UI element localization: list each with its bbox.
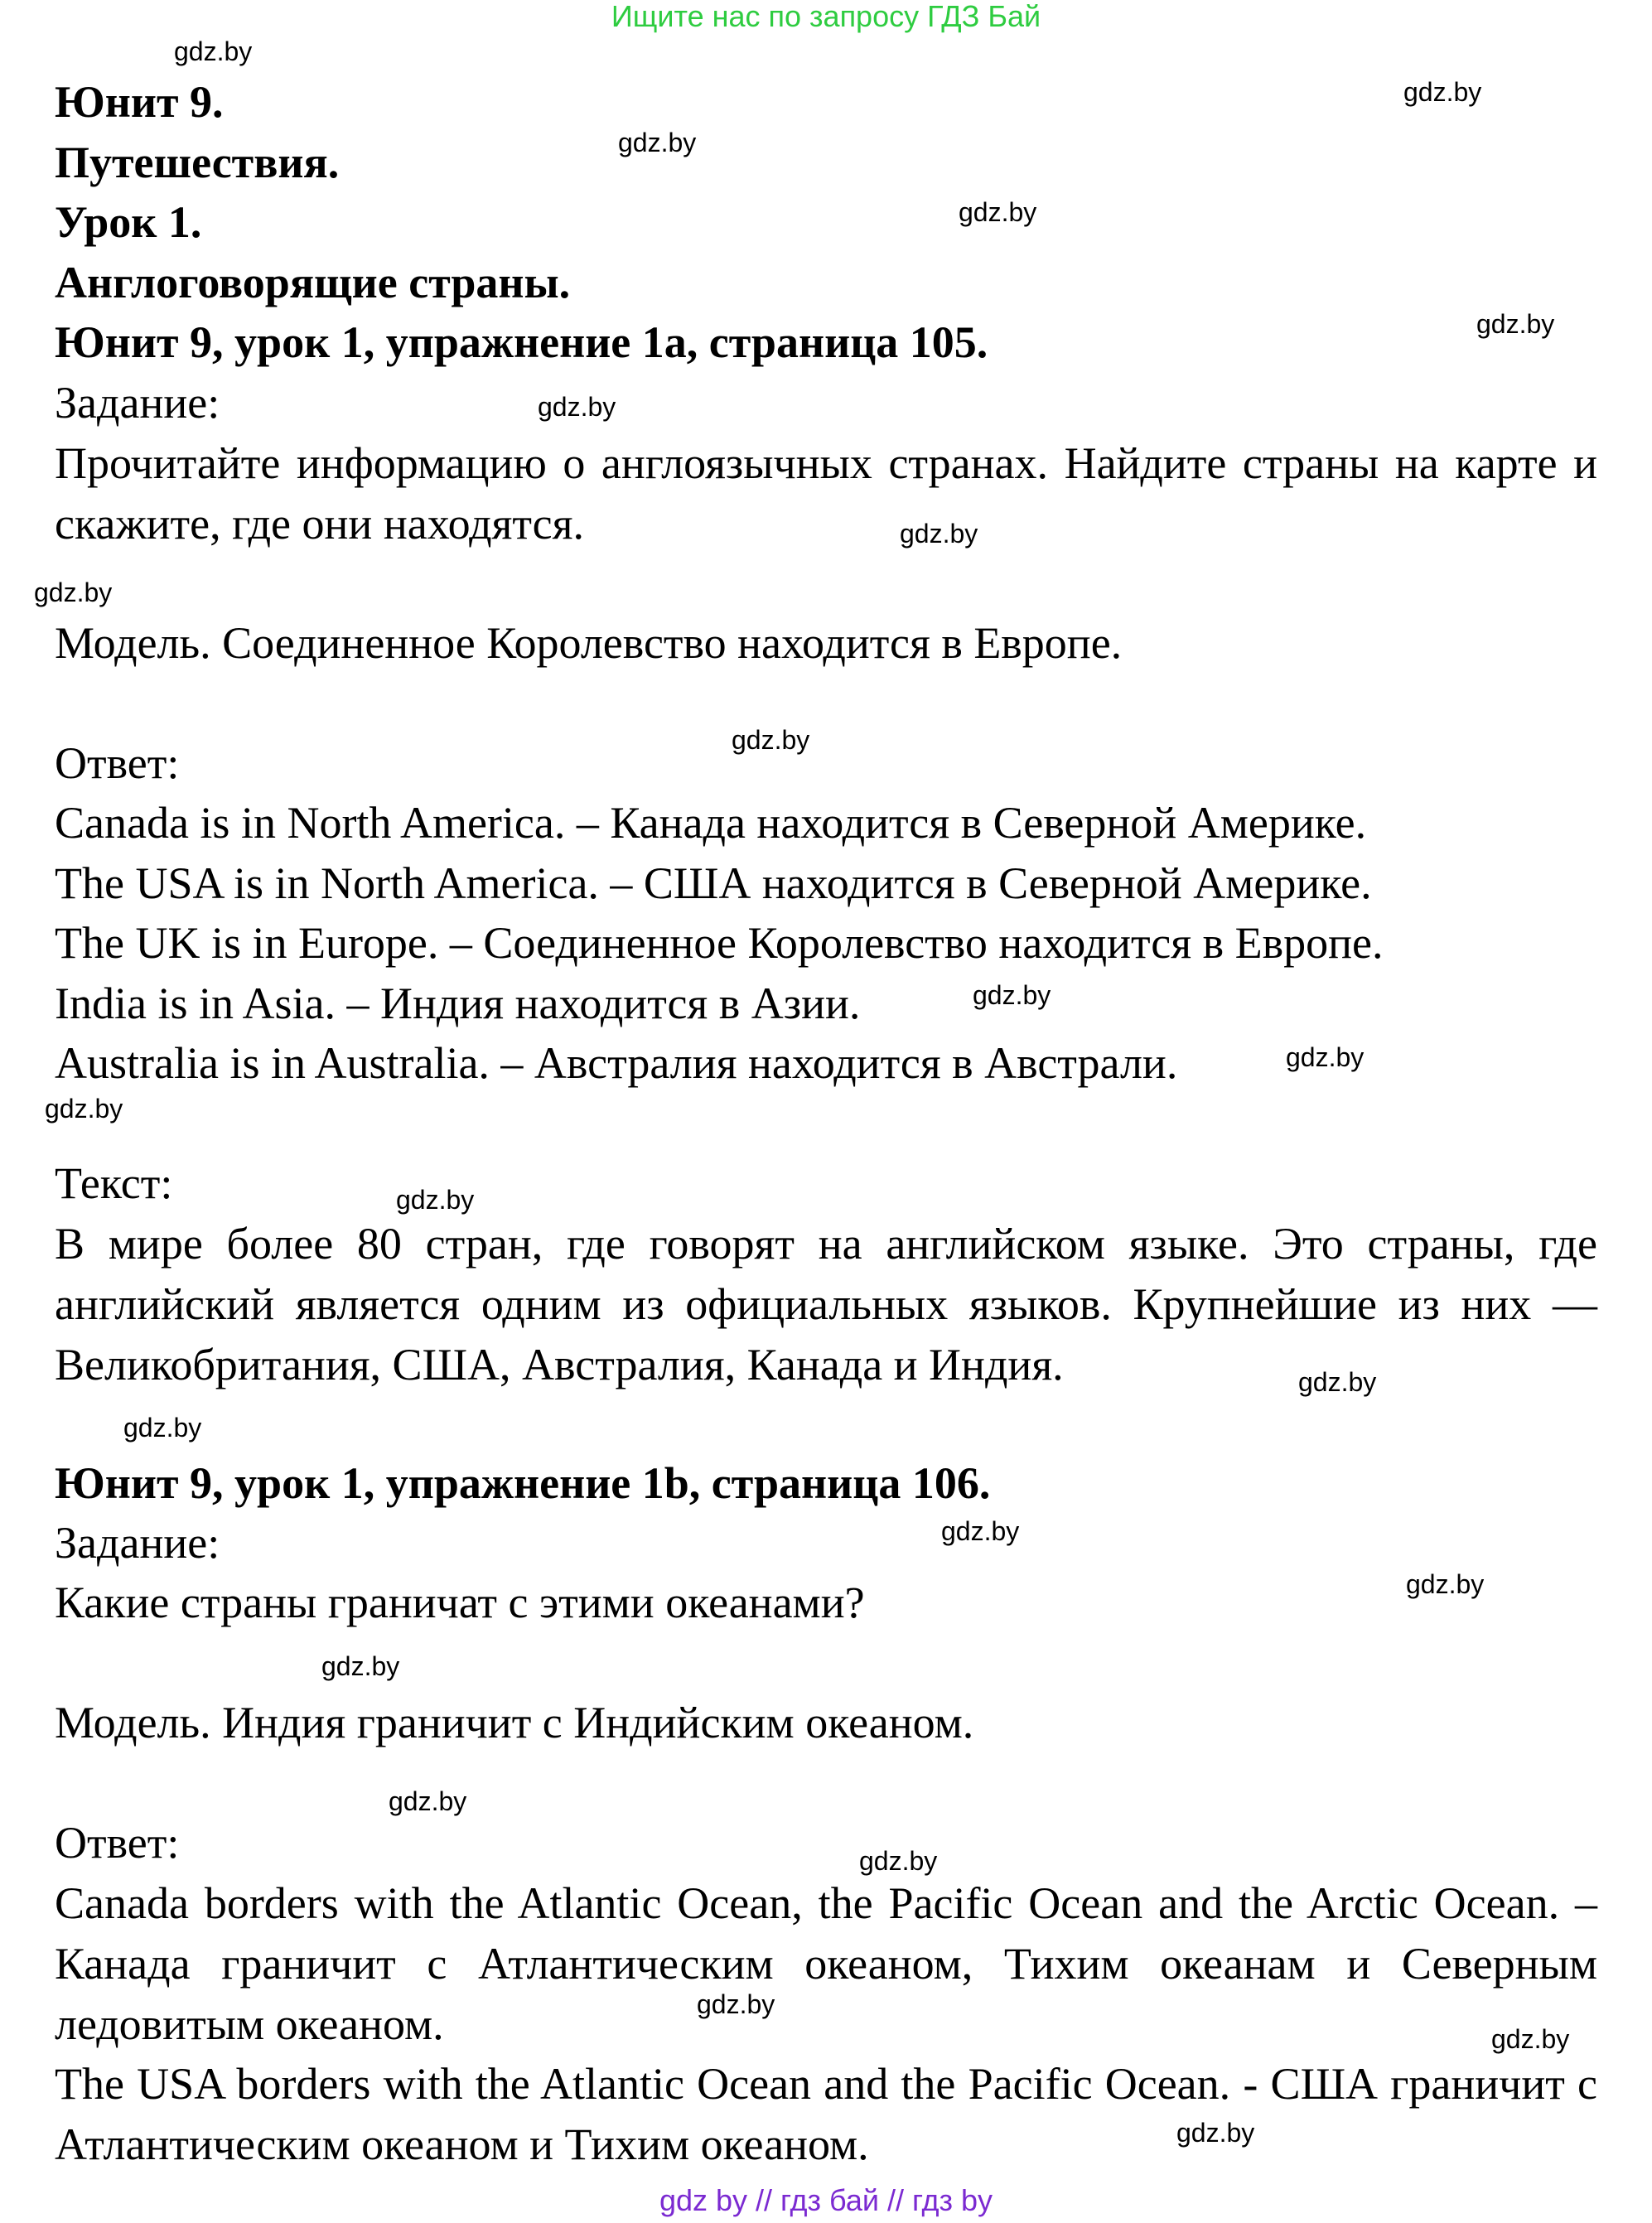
watermark: gdz.by bbox=[732, 725, 810, 755]
watermark: gdz.by bbox=[538, 392, 616, 422]
exercise-1b-answer-label: Ответ: bbox=[55, 1818, 180, 1868]
exercise-1a-text-body: В мире более 80 стран, где говорят на английском языке. Это страны, где английский является одним из официальных языков. Крупнейшие из них — Великобритания, США, Австралия, Канада и Индия. bbox=[55, 1219, 1597, 1389]
exercise-1a-answer: Australia is in Australia. – Австралия находится в Австрали. bbox=[55, 1038, 1178, 1088]
exercise-1a-answer: India is in Asia. – Индия находится в Азии. bbox=[55, 979, 861, 1028]
watermark: gdz.by bbox=[1403, 77, 1482, 107]
watermark: gdz.by bbox=[123, 1413, 202, 1443]
watermark: gdz.by bbox=[1176, 2118, 1255, 2148]
watermark: gdz.by bbox=[697, 1989, 775, 2019]
exercise-1a-answer: The USA is in North America. – США находится в Северной Америке. bbox=[55, 858, 1372, 908]
exercise-1a-model: Модель. Соединенное Королевство находится в Европе. bbox=[55, 618, 1123, 668]
watermark: gdz.by bbox=[45, 1094, 123, 1124]
watermark: gdz.by bbox=[1286, 1042, 1365, 1072]
watermark: gdz.by bbox=[941, 1516, 1020, 1546]
top-banner: Ищите нас по запросу ГДЗ Бай bbox=[611, 0, 1041, 33]
watermark: gdz.by bbox=[959, 197, 1037, 227]
watermark: gdz.by bbox=[34, 577, 113, 607]
watermark: gdz.by bbox=[1406, 1569, 1485, 1599]
watermark: gdz.by bbox=[618, 128, 697, 157]
exercise-1b-heading: Юнит 9, урок 1, упражнение 1b, страница 106. bbox=[55, 1458, 991, 1508]
exercise-1b-answer-canada: Canada borders with the Atlantic Ocean, the Pacific Ocean and the Arctic Ocean. – Канада граничит с Атлантическим океаном, Тихим океанам и Северным ледовитым океаном. bbox=[55, 1878, 1597, 2049]
watermark: gdz.by bbox=[859, 1846, 938, 1876]
watermark: gdz.by bbox=[321, 1651, 400, 1681]
watermark: gdz.by bbox=[1476, 309, 1555, 339]
watermark: gdz.by bbox=[973, 980, 1051, 1010]
exercise-1a-task-label: Задание: bbox=[55, 378, 220, 428]
exercise-1a-task-text: Прочитайте информацию о англоязычных странах. Найдите страны на карте и скажите, где они находятся. bbox=[55, 438, 1597, 549]
exercise-1a-answer: Canada is in North America. – Канада находится в Северной Америке. bbox=[55, 798, 1367, 848]
watermark: gdz.by bbox=[396, 1185, 475, 1215]
exercise-1a-answer-label: Ответ: bbox=[55, 738, 180, 788]
exercise-1b-task-text: Какие страны граничат с этими океанами? bbox=[55, 1578, 865, 1627]
exercise-1b-answer-usa: The USA borders with the Atlantic Ocean and the Pacific Ocean. - США граничит с Атлантическим океаном и Тихим океаном. bbox=[55, 2059, 1597, 2169]
lesson-topic: Англоговорящие страны. bbox=[55, 258, 571, 307]
exercise-1a-answer: The UK is in Europe. – Соединенное Королевство находится в Европе. bbox=[55, 918, 1384, 968]
exercise-1b-model: Модель. Индия граничит с Индийским океаном. bbox=[55, 1698, 974, 1747]
lesson-title: Урок 1. bbox=[55, 197, 202, 247]
watermark: gdz.by bbox=[1491, 2024, 1570, 2054]
watermark: gdz.by bbox=[389, 1786, 467, 1816]
exercise-1a-heading: Юнит 9, урок 1, упражнение 1a, страница 105. bbox=[55, 317, 988, 367]
exercise-1a-text-label: Текст: bbox=[55, 1158, 173, 1208]
watermark: gdz.by bbox=[1298, 1367, 1377, 1397]
exercise-1b-task-label: Задание: bbox=[55, 1518, 220, 1568]
unit-title: Юнит 9. bbox=[55, 77, 224, 127]
unit-topic: Путешествия. bbox=[55, 138, 340, 187]
watermark: gdz.by bbox=[174, 36, 253, 66]
footer-links: gdz by // гдз бай // гдз by bbox=[659, 2183, 993, 2217]
watermark: gdz.by bbox=[900, 519, 978, 549]
